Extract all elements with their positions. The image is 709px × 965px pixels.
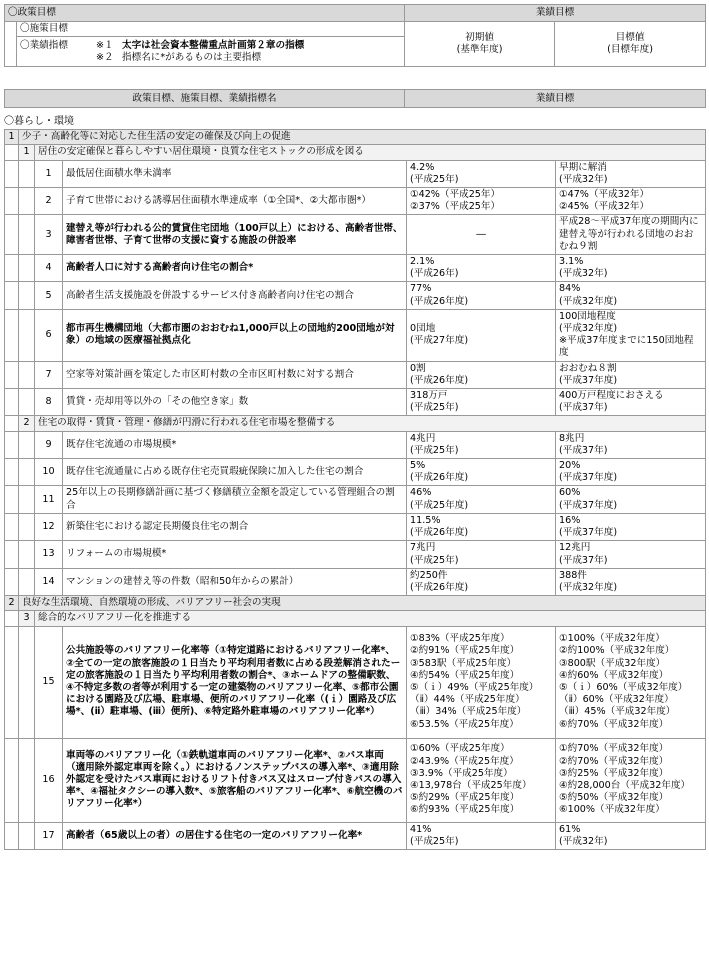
initial-value: 0割 (平成26年度) — [407, 361, 556, 388]
header-right: 業績目標 — [405, 90, 706, 108]
indicator-number: 15 — [35, 626, 63, 738]
target-value: 388件 (平成32年度) — [556, 568, 706, 595]
target-value: 16% (平成37年度) — [556, 513, 706, 540]
indicator-number: 2 — [35, 188, 63, 215]
legend-policy-goal: 〇政策目標 — [5, 5, 405, 22]
table-row — [5, 541, 706, 568]
legend-indicator-notes — [17, 37, 405, 67]
target-value: ①47%（平成32年） ②45%（平成32年） — [556, 188, 706, 215]
indicator-name: 車両等のバリアフリー化（①鉄軌道車両のバリアフリー化率*、②バス車両（適用除外認定車両を除く。）におけるノンステップバスの導入率*、③適用除外認定を受けたバス車両におけるリフト付きバス又はスロープ付きバスの導入率*、④福祉タクシーの導入数*、⑤旅客船のバリアフリー化率*、⑥航空機のバリアフリー化率*） — [63, 738, 407, 822]
table-row — [5, 160, 706, 187]
table-row — [5, 486, 706, 513]
table-row — [5, 459, 706, 486]
indicator-name: 高齢者生活支援施設を併設するサービス付き高齢者向け住宅の割合 — [63, 282, 407, 309]
indicator-number: 16 — [35, 738, 63, 822]
initial-value: ①60%（平成25年度） ②43.9%（平成25年度） ③3.9%（平成25年度） ④13,978台（平成25年度） ⑤約29%（平成25年度） ⑥約93%（平成25年度） — [407, 738, 556, 822]
initial-value: ― — [407, 215, 556, 255]
table-row — [5, 215, 706, 255]
table-row — [5, 431, 706, 458]
indicator-name: マンションの建替え等の件数（昭和50年からの累計） — [63, 568, 407, 595]
target-value: ①約70%（平成32年度） ②約70%（平成32年度） ③約25%（平成32年度） ④約28,000台（平成32年度） ⑤約50%（平成32年度） ⑥100%（平成32年度） — [556, 738, 706, 822]
measure-goal-text: 総合的なバリアフリー化を推進する — [35, 611, 706, 626]
target-value: 60% (平成37年度) — [556, 486, 706, 513]
initial-value: ①83%（平成25年度） ②約91%（平成25年度） ③583駅（平成25年度） ④約54%（平成25年度） ⑤（ｉ）49%（平成25年度） （ⅱ）44%（平成25年度） （ⅲ）34%（平成25年度） ⑥53.5%（平成25年度） — [407, 626, 556, 738]
policy-goal-text: 少子・高齢化等に対応した住生活の安定の確保及び向上の促進 — [19, 130, 706, 145]
table-row — [5, 568, 706, 595]
initial-value: 11.5% (平成26年度) — [407, 513, 556, 540]
table-row — [5, 282, 706, 309]
table-row — [5, 255, 706, 282]
initial-value: ①42%（平成25年） ②37%（平成25年） — [407, 188, 556, 215]
indicator-name: 高齢者（65歳以上の者）の居住する住宅の一定のバリアフリー化率* — [63, 822, 407, 849]
initial-value: 5% (平成26年度) — [407, 459, 556, 486]
measure-goal-number: 2 — [19, 416, 35, 431]
indicator-number: 1 — [35, 160, 63, 187]
policy-goal-number: 1 — [5, 130, 19, 145]
initial-value: 41% (平成25年) — [407, 822, 556, 849]
target-value: 3.1% (平成32年) — [556, 255, 706, 282]
indicator-number: 10 — [35, 459, 63, 486]
document — [4, 4, 705, 850]
indicator-name: 都市再生機構団地（大都市圏のおおむね1,000戸以上の団地約200団地が対象）の地域の医療福祉拠点化 — [63, 309, 407, 361]
indicator-name: 既存住宅流通の市場規模* — [63, 431, 407, 458]
initial-value: 約250件 (平成26年度) — [407, 568, 556, 595]
target-value: 100団地程度 (平成32年度) ※平成37年度までに150団地程度 — [556, 309, 706, 361]
indicator-number: 8 — [35, 389, 63, 416]
initial-value: 2.1% (平成26年) — [407, 255, 556, 282]
table-row — [5, 145, 706, 160]
indicator-name: 建替え等が行われる公的賃貸住宅団地（100戸以上）における、高齢者世帯、障害者世帯、子育て世帯の支援に資する施設の併設率 — [63, 215, 407, 255]
indicator-number: 3 — [35, 215, 63, 255]
legend-note1-mark: ※１ — [96, 39, 114, 51]
target-value: 平成28～平成37年度の期間内に建替え等が行われる団地のおおむね９割 — [556, 215, 706, 255]
legend-note1-text: 太字は社会資本整備重点計画第２章の指標 — [122, 39, 305, 51]
section-title: 〇暮らし・環境 — [4, 116, 74, 128]
measure-goal-text: 住宅の取得・賃貸・管理・修繕が円滑に行われる住宅市場を整備する — [35, 416, 706, 431]
table-row — [5, 626, 706, 738]
indicator-name: 新築住宅における認定長期優良住宅の割合 — [63, 513, 407, 540]
table-row — [5, 596, 706, 611]
target-value: 61% (平成32年) — [556, 822, 706, 849]
table-row — [5, 822, 706, 849]
indicator-name: 既存住宅流通量に占める既存住宅売買瑕疵保険に加入した住宅の割合 — [63, 459, 407, 486]
initial-value: 4.2% (平成25年) — [407, 160, 556, 187]
target-value: 20% (平成37年度) — [556, 459, 706, 486]
target-value: ①100%（平成32年度） ②約100%（平成32年度） ③800駅（平成32年度） ④約60%（平成32年度） ⑤（ｉ）60%（平成32年度） （ⅱ）60%（平成32年度） （ⅲ）45%（平成32年度） ⑥約70%（平成32年度） — [556, 626, 706, 738]
indicator-number: 12 — [35, 513, 63, 540]
indicator-number: 11 — [35, 486, 63, 513]
indicator-name: 高齢者人口に対する高齢者向け住宅の割合* — [63, 255, 407, 282]
indicator-number: 13 — [35, 541, 63, 568]
indicator-name: 子育て世帯における誘導居住面積水準達成率（①全国*、②大都市圏*） — [63, 188, 407, 215]
target-value: 8兆円 (平成37年) — [556, 431, 706, 458]
policy-goal-number: 2 — [5, 596, 19, 611]
target-value: おおむね８割 (平成37年度) — [556, 361, 706, 388]
table-row — [5, 738, 706, 822]
indicator-number: 4 — [35, 255, 63, 282]
table-row — [5, 361, 706, 388]
header-table — [4, 89, 706, 108]
legend-note2-mark: ※２ — [96, 51, 114, 63]
table-row — [5, 309, 706, 361]
table-row — [5, 416, 706, 431]
indicator-name: 25年以上の長期修繕計画に基づく修繕積立金額を設定している管理組合の割合 — [63, 486, 407, 513]
table-row — [5, 130, 706, 145]
table-row — [5, 513, 706, 540]
table-row — [5, 188, 706, 215]
target-value: 84% (平成32年度) — [556, 282, 706, 309]
indicator-number: 14 — [35, 568, 63, 595]
measure-goal-text: 居住の安定確保と暮らしやすい居住環境・良質な住宅ストックの形成を図る — [35, 145, 706, 160]
initial-value: 318万戸 (平成25年) — [407, 389, 556, 416]
indicator-name: リフォームの市場規模* — [63, 541, 407, 568]
target-value: 早期に解消 (平成32年) — [556, 160, 706, 187]
legend-target-value: 目標値 (目標年度) — [555, 22, 706, 67]
indicator-name: 賃貸・売却用等以外の「その他空き家」数 — [63, 389, 407, 416]
indicator-number: 9 — [35, 431, 63, 458]
measure-goal-number: 3 — [19, 611, 35, 626]
header-left: 政策目標、施策目標、業績指標名 — [5, 90, 405, 108]
legend-note2-text: 指標名に*があるものは主要指標 — [122, 51, 262, 63]
initial-value: 46% (平成25年度) — [407, 486, 556, 513]
legend-initial-value: 初期値 (基準年度) — [405, 22, 555, 67]
legend-indicator: 〇業績指標 — [20, 39, 68, 51]
indicator-number: 17 — [35, 822, 63, 849]
indicator-name: 空家等対策計画を策定した市区町村数の全市区町村数に対する割合 — [63, 361, 407, 388]
indicator-number: 6 — [35, 309, 63, 361]
indicator-number: 7 — [35, 361, 63, 388]
initial-value: 7兆円 (平成25年) — [407, 541, 556, 568]
target-value: 12兆円 (平成37年) — [556, 541, 706, 568]
legend-measure-goal: 〇施策目標 — [17, 22, 405, 37]
policy-goal-text: 良好な生活環境、自然環境の形成、バリアフリー社会の実現 — [19, 596, 706, 611]
indicator-table — [4, 129, 706, 850]
initial-value: 0団地 (平成27年度) — [407, 309, 556, 361]
measure-goal-number: 1 — [19, 145, 35, 160]
table-row — [5, 389, 706, 416]
indicator-name: 最低居住面積水準未満率 — [63, 160, 407, 187]
initial-value: 77% (平成26年度) — [407, 282, 556, 309]
indicator-name: 公共施設等のバリアフリー化率等（①特定道路におけるバリアフリー化率*、②全ての一定の旅客施設の１日当たり平均利用者数に占める段差解消されたー定の旅客施設の１日当たり平均利用者数の割合*、③ホームドアの整備駅数、④不特定多数の者等が利用する一定の建築物のバリアフリー化率、⑤都市公園における園路及び広場、駐車場、便所のバリアフリー化率（(ｉ）園路及び広場*、(ⅱ）駐車場、(ⅲ）便所)、⑥特定路外駐車場のバリアフリー化率*） — [63, 626, 407, 738]
target-value: 400万戸程度におさえる (平成37年) — [556, 389, 706, 416]
legend-performance-target: 業績目標 — [405, 5, 706, 22]
initial-value: 4兆円 (平成25年) — [407, 431, 556, 458]
indicator-number: 5 — [35, 282, 63, 309]
legend-table — [4, 4, 706, 67]
table-row — [5, 611, 706, 626]
